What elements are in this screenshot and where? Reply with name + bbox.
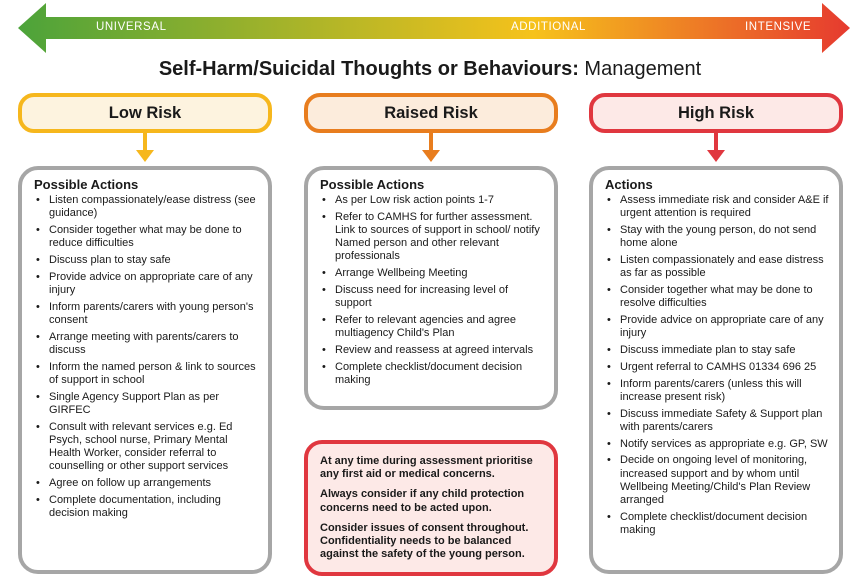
title-regular: Management [578, 58, 702, 80]
action-item: • Consult with relevant services e.g. Ed Psych, school nurse, Primary Mental Health Worker, consider referral to counselling or other support services [34, 421, 258, 474]
notice-first-aid: At any time during assessment prioritise any first aid or medical concerns. [320, 455, 533, 481]
action-item: • Review and reassess at agreed intervals [320, 344, 544, 357]
action-item: • Refer to CAMHS for further assessment. Link to sources of support in school/ notify Named person and other relevant professionals [320, 211, 544, 264]
raised-risk-actions-box [304, 166, 558, 410]
notice-child-protection: Always consider if any child protection concerns need to be acted upon. [320, 488, 525, 514]
action-item: • Consider together what may be done to resolve difficulties [605, 284, 829, 310]
action-item: • Arrange meeting with parents/carers to discuss [34, 331, 258, 357]
high-risk-header: High Risk [589, 93, 843, 133]
action-item: • Arrange Wellbeing Meeting [320, 267, 544, 280]
action-item: • Decide on ongoing level of monitoring, increased support and by whom until Wellbeing Meeting/Child's Plan Review arranged [605, 454, 829, 507]
low-risk-actions-heading: Possible Actions [34, 177, 139, 192]
scale-label-additional: ADDITIONAL [511, 21, 587, 33]
raised-risk-actions-list [320, 194, 544, 387]
action-item: • Urgent referral to CAMHS 01334 696 25 [605, 361, 829, 374]
action-item: • Single Agency Support Plan as per GIRFEC [34, 391, 258, 417]
raised-risk-header: Raised Risk [304, 93, 558, 133]
action-item: • Assess immediate risk and consider A&E if urgent attention is required [605, 194, 829, 220]
action-item: • Inform parents/carers (unless this will increase present risk) [605, 378, 829, 404]
low-risk-actions-list [34, 194, 258, 520]
action-item: • Listen compassionately/ease distress (see guidance) [34, 194, 258, 220]
page-title [0, 58, 860, 81]
action-item: • Notify services as appropriate e.g. GP, SW [605, 438, 829, 451]
high-risk-down-arrow-icon [706, 133, 726, 163]
scale-label-intensive: INTENSIVE [745, 21, 812, 33]
action-item: • Complete checklist/document decision making [320, 361, 544, 387]
action-item: • Complete documentation, including decision making [34, 494, 258, 520]
action-item: • Agree on follow up arrangements [34, 477, 258, 490]
low-risk-header: Low Risk [18, 93, 272, 133]
action-item: • Refer to relevant agencies and agree multiagency Child's Plan [320, 314, 544, 340]
action-item: • Provide advice on appropriate care of any injury [605, 314, 829, 340]
raised-risk-actions-heading: Possible Actions [320, 177, 425, 192]
action-item: • Discuss immediate Safety & Support plan with parents/carers [605, 408, 829, 434]
raised-risk-down-arrow-icon [421, 133, 441, 163]
notice-consent: Consider issues of consent throughout. Confidentiality needs to be balanced against the safety of the young person. [320, 521, 529, 561]
high-risk-actions-heading: Actions [605, 177, 653, 192]
low-risk-actions-box [18, 166, 272, 574]
assessment-notice-box [304, 440, 558, 576]
action-item: • Listen compassionately and ease distress as far as possible [605, 254, 829, 280]
action-item: • Inform the named person & link to sources of support in school [34, 361, 258, 387]
action-item: • Inform parents/carers with young person's consent [34, 301, 258, 327]
action-item: • Complete checklist/document decision making [605, 511, 829, 537]
action-item: • Stay with the young person, do not send home alone [605, 224, 829, 250]
action-item: • Discuss plan to stay safe [34, 254, 258, 267]
action-item: • Discuss immediate plan to stay safe [605, 344, 829, 357]
action-item: • Consider together what may be done to reduce difficulties [34, 224, 258, 250]
low-risk-down-arrow-icon [135, 133, 155, 163]
high-risk-actions-list [605, 194, 829, 537]
title-bold: Self-Harm/Suicidal Thoughts or Behaviours: [158, 58, 579, 80]
action-item: • Discuss need for increasing level of support [320, 284, 544, 310]
action-item: • As per Low risk action points 1-7 [320, 194, 544, 207]
action-item: • Provide advice on appropriate care of any injury [34, 271, 258, 297]
high-risk-actions-box [589, 166, 843, 574]
scale-label-universal: UNIVERSAL [96, 21, 167, 33]
